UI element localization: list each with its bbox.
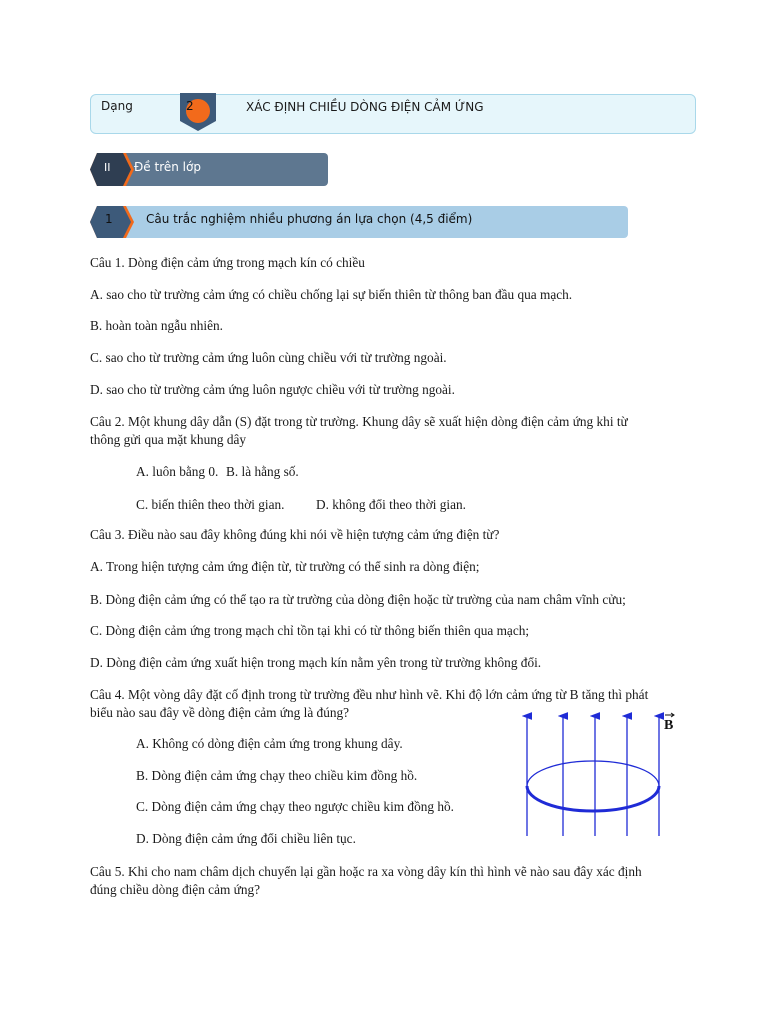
section-title: Đề trên lớp bbox=[134, 160, 201, 174]
q4-option-a: A. Không có dòng điện cảm ứng trong khung dây. bbox=[136, 736, 403, 751]
q4-option-c: C. Dòng điện cảm ứng chạy theo ngược chiều kim đồng hồ. bbox=[136, 799, 454, 814]
section-number: II bbox=[104, 161, 111, 174]
field-b-label: B bbox=[664, 718, 674, 733]
q4-option-d: D. Dòng điện cảm ứng đổi chiều liên tục. bbox=[136, 831, 356, 846]
q3-option-d: D. Dòng điện cảm ứng xuất hiện trong mạch kín nằm yên trong từ trường không đổi. bbox=[90, 655, 542, 670]
q5-stem-line1: Câu 5. Khi cho nam châm dịch chuyển lại gần hoặc ra xa vòng dây kín thì hình vẽ nào sau đây xác định bbox=[90, 864, 642, 879]
magnetic-field-loop-figure bbox=[518, 710, 678, 840]
q1-option-a: A. sao cho từ trường cảm ứng có chiều chống lại sự biến thiên từ thông ban đầu qua mạch. bbox=[90, 287, 573, 302]
subsection-title: Câu trắc nghiệm nhiều phương án lựa chọn (4,5 điểm) bbox=[146, 212, 473, 226]
q2-option-d: D. không đổi theo thời gian. bbox=[316, 497, 466, 512]
q3-option-a: A. Trong hiện tượng cảm ứng điện từ, từ trường có thể sinh ra dòng điện; bbox=[90, 559, 480, 574]
q2-option-b: B. là hằng số. bbox=[226, 464, 299, 479]
topic-number: 2 bbox=[186, 99, 194, 113]
q1-option-c: C. sao cho từ trường cảm ứng luôn cùng chiều với từ trường ngoài. bbox=[90, 350, 447, 365]
topic-number-shield-icon bbox=[178, 93, 218, 133]
q4-stem-line1: Câu 4. Một vòng dây đặt cố định trong từ trường đều như hình vẽ. Khi độ lớn cảm ứng từ B tăng thì phát bbox=[90, 687, 649, 702]
q2-stem-line1: Câu 2. Một khung dây dẫn (S) đặt trong từ trường. Khung dây sẽ xuất hiện dòng điện cảm ứng khi từ bbox=[90, 414, 628, 429]
q4-stem-line2: biểu nào sau đây về dòng điện cảm ứng là đúng? bbox=[90, 705, 350, 720]
q1-option-b: B. hoàn toàn ngẫu nhiên. bbox=[90, 318, 223, 333]
q3-stem: Câu 3. Điều nào sau đây không đúng khi nói về hiện tượng cảm ứng điện từ? bbox=[90, 527, 500, 542]
q1-option-d: D. sao cho từ trường cảm ứng luôn ngược chiều với từ trường ngoài. bbox=[90, 382, 455, 397]
q3-option-b: B. Dòng điện cảm ứng có thể tạo ra từ trường của dòng điện hoặc từ trường của nam châm vĩnh cửu; bbox=[90, 592, 626, 607]
q1-stem: Câu 1. Dòng điện cảm ứng trong mạch kín có chiều bbox=[90, 255, 365, 270]
q5-stem-line2: đúng chiều dòng điện cảm ứng? bbox=[90, 882, 261, 897]
q2-option-c: C. biến thiên theo thời gian. bbox=[136, 497, 285, 512]
q2-stem-line2: thông gửi qua mặt khung dây bbox=[90, 432, 247, 447]
topic-type-label: Dạng bbox=[101, 99, 133, 113]
q3-option-c: C. Dòng điện cảm ứng trong mạch chỉ tồn tại khi có từ thông biến thiên qua mạch; bbox=[90, 623, 530, 638]
section-number-badge-icon bbox=[90, 153, 134, 186]
topic-title: XÁC ĐỊNH CHIỀU DÒNG ĐIỆN CẢM ỨNG bbox=[246, 100, 484, 114]
q2-option-a: A. luôn bằng 0. bbox=[136, 464, 219, 479]
subsection-number: 1 bbox=[105, 212, 113, 226]
q4-option-b: B. Dòng điện cảm ứng chạy theo chiều kim đồng hồ. bbox=[136, 768, 418, 783]
